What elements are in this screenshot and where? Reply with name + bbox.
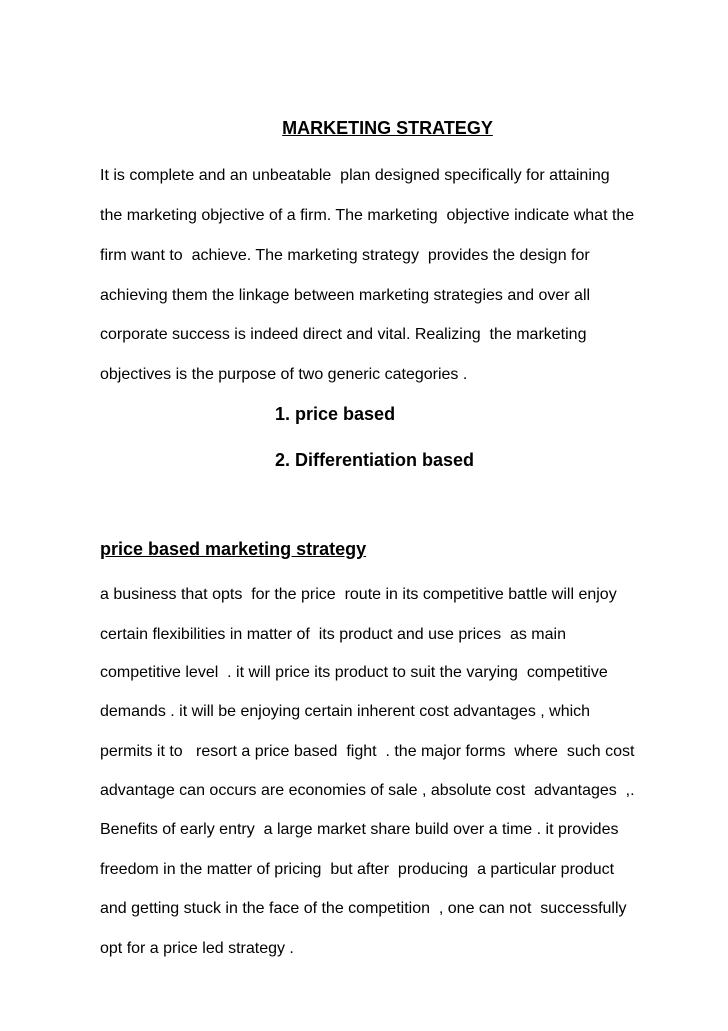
section-heading: price based marketing strategy <box>100 539 367 559</box>
section-line-7: Benefits of early entry a large market share build over a time . it provides <box>100 821 619 838</box>
section-line-9: and getting stuck in the face of the competition , one can not successfully <box>100 900 627 917</box>
intro-line-3: firm want to achieve. The marketing strategy provides the design for <box>100 247 590 264</box>
section-line-4: demands . it will be enjoying certain inherent cost advantages , which <box>100 703 591 720</box>
section-line-6: advantage can occurs are economies of sale , absolute cost advantages ,. <box>100 782 635 799</box>
intro-line-1: It is complete and an unbeatable plan designed specifically for attaining <box>100 167 610 184</box>
document-title: MARKETING STRATEGY <box>282 118 493 138</box>
section-line-5: permits it to resort a price based fight . the major forms where such cost <box>100 743 635 760</box>
section-line-10: opt for a price led strategy . <box>100 940 294 957</box>
section-line-2: certain flexibilities in matter of its product and use prices as main <box>100 626 566 643</box>
section-line-8: freedom in the matter of pricing but after producing a particular product <box>100 861 615 878</box>
intro-line-4: achieving them the linkage between marketing strategies and over all <box>100 287 591 304</box>
section-line-3: competitive level . it will price its product to suit the varying competitive <box>100 664 608 681</box>
category-item-2: 2. Differentiation based <box>275 450 475 470</box>
intro-line-6: objectives is the purpose of two generic categories . <box>100 366 468 383</box>
intro-line-5: corporate success is indeed direct and vital. Realizing the marketing <box>100 326 587 343</box>
section-line-1: a business that opts for the price route in its competitive battle will enjoy <box>100 586 617 603</box>
category-item-1: 1. price based <box>275 404 396 424</box>
intro-line-2: the marketing objective of a firm. The marketing objective indicate what the <box>100 207 635 224</box>
